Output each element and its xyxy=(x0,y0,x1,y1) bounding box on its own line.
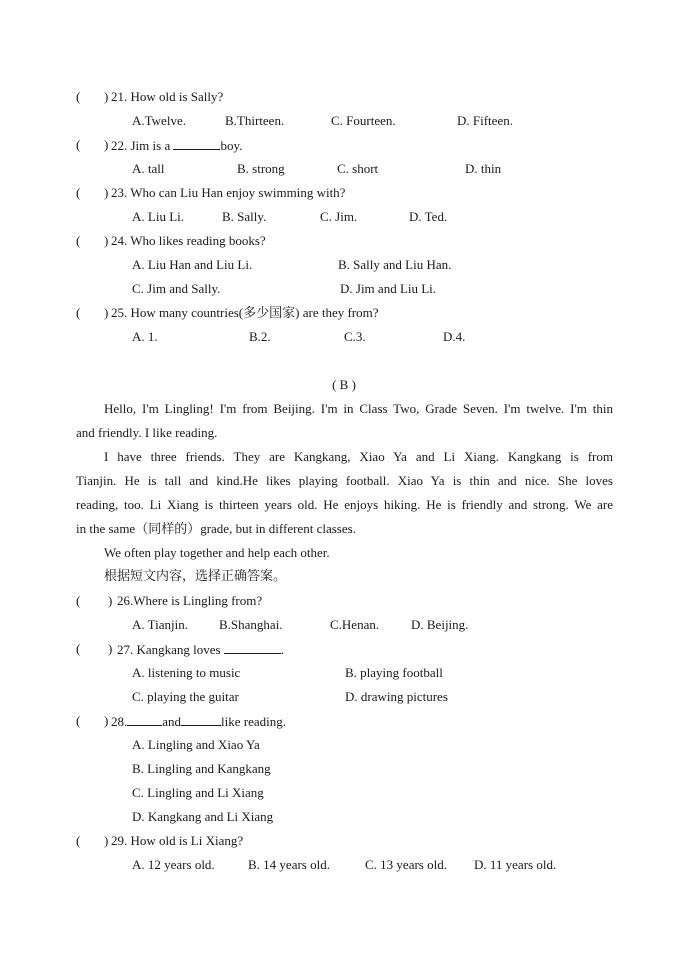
question-28-stem: 28. and like reading. xyxy=(111,714,287,729)
answer-paren-close: ) xyxy=(104,833,109,848)
question-24-stem: 24. Who likes reading books? xyxy=(111,233,266,248)
option-25-d: D.4. xyxy=(443,329,466,344)
answer-blank xyxy=(224,641,281,654)
option-23-c: C. Jim. xyxy=(320,209,358,224)
option-29-a: A. 12 years old. xyxy=(132,857,215,872)
answer-paren-close: ) xyxy=(108,641,113,656)
option-21-b: B.Thirteen. xyxy=(225,113,285,128)
option-22-c: C. short xyxy=(337,161,379,176)
answer-paren-open: ( xyxy=(76,233,81,248)
option-27-a: A. listening to music xyxy=(132,665,241,680)
passage-line: and friendly. I like reading. xyxy=(76,425,218,440)
option-26-b: B.Shanghai. xyxy=(219,617,283,632)
option-22-d: D. thin xyxy=(465,161,502,176)
answer-paren-close: ) xyxy=(104,233,109,248)
answer-paren-close: ) xyxy=(108,593,113,608)
option-28-c: C. Lingling and Li Xiang xyxy=(132,785,264,800)
answer-paren-close: ) xyxy=(104,137,109,152)
passage-line: reading, too. Li Xiang is thirteen years old. He enjoys hiking. He is friendly and strong. We are xyxy=(76,497,613,512)
option-27-d: D. drawing pictures xyxy=(345,689,448,704)
section-heading: ( B ) xyxy=(332,377,356,392)
option-28-b: B. Lingling and Kangkang xyxy=(132,761,271,776)
answer-paren-open: ( xyxy=(76,833,81,848)
question-22-stem: 22. Jim is a boy. xyxy=(111,138,243,153)
instruction-text: 根据短文内容，选择正确答案。 xyxy=(104,569,287,584)
answer-blank xyxy=(173,137,220,150)
option-21-c: C. Fourteen. xyxy=(331,113,396,128)
option-26-c: C.Henan. xyxy=(330,617,380,632)
question-25-stem: 25. How many countries(多少国家) are they from? xyxy=(111,305,379,320)
option-24-b: B. Sally and Liu Han. xyxy=(338,257,452,272)
question-21-stem: 21. How old is Sally? xyxy=(111,89,224,104)
option-25-a: A. 1. xyxy=(132,329,158,344)
answer-paren-close: ) xyxy=(104,713,109,728)
option-28-a: A. Lingling and Xiao Ya xyxy=(132,737,260,752)
passage-line: We often play together and help each other. xyxy=(104,545,330,560)
question-29-stem: 29. How old is Li Xiang? xyxy=(111,833,244,848)
option-21-d: D. Fifteen. xyxy=(457,113,513,128)
option-25-c: C.3. xyxy=(344,329,366,344)
answer-blank xyxy=(181,713,221,726)
answer-paren-open: ( xyxy=(76,137,81,152)
option-26-d: D. Beijing. xyxy=(411,617,469,632)
answer-paren-open: ( xyxy=(76,89,81,104)
option-28-d: D. Kangkang and Li Xiang xyxy=(132,809,274,824)
option-25-b: B.2. xyxy=(249,329,271,344)
passage-line: Tianjin. He is tall and kind.He likes playing football. Xiao Ya is thin and nice. She loves xyxy=(76,473,613,488)
option-23-b: B. Sally. xyxy=(222,209,267,224)
option-29-b: B. 14 years old. xyxy=(248,857,330,872)
question-26-stem: 26.Where is Lingling from? xyxy=(117,593,263,608)
answer-blank xyxy=(127,713,162,726)
answer-paren-open: ( xyxy=(76,641,81,656)
option-29-d: D. 11 years old. xyxy=(474,857,557,872)
question-27-stem: 27. Kangkang loves . xyxy=(117,642,285,657)
option-24-c: C. Jim and Sally. xyxy=(132,281,221,296)
option-24-d: D. Jim and Liu Li. xyxy=(340,281,437,296)
option-23-d: D. Ted. xyxy=(409,209,448,224)
option-27-c: C. playing the guitar xyxy=(132,689,239,704)
option-23-a: A. Liu Li. xyxy=(132,209,184,224)
option-22-b: B. strong xyxy=(237,161,285,176)
option-24-a: A. Liu Han and Liu Li. xyxy=(132,257,253,272)
answer-paren-open: ( xyxy=(76,305,81,320)
answer-paren-close: ) xyxy=(104,89,109,104)
answer-paren-close: ) xyxy=(104,305,109,320)
option-21-a: A.Twelve. xyxy=(132,113,186,128)
answer-paren-open: ( xyxy=(76,713,81,728)
answer-paren-open: ( xyxy=(76,593,81,608)
passage-line: in the same（同样的）grade, but in different classes. xyxy=(76,521,356,536)
option-22-a: A. tall xyxy=(132,161,165,176)
option-27-b: B. playing football xyxy=(345,665,443,680)
question-23-stem: 23. Who can Liu Han enjoy swimming with? xyxy=(111,185,346,200)
passage-line: Hello, I'm Lingling! I'm from Beijing. I'm in Class Two, Grade Seven. I'm twelve. I'm thin xyxy=(104,401,613,416)
answer-paren-close: ) xyxy=(104,185,109,200)
option-26-a: A. Tianjin. xyxy=(132,617,188,632)
passage-line: I have three friends. They are Kangkang, Xiao Ya and Li Xiang. Kangkang is from xyxy=(104,449,613,464)
option-29-c: C. 13 years old. xyxy=(365,857,447,872)
answer-paren-open: ( xyxy=(76,185,81,200)
